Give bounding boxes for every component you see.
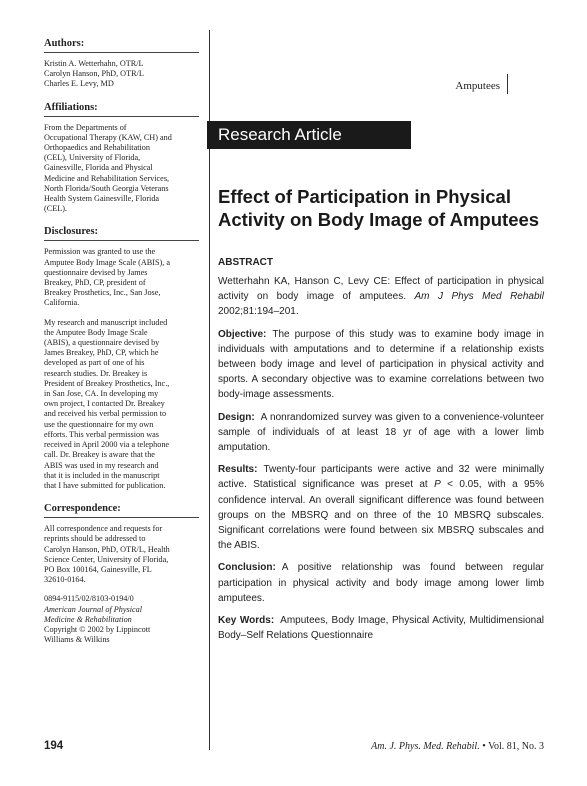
running-head-divider [507, 74, 508, 94]
results-label: Results: [218, 464, 258, 476]
abstract-keywords [218, 613, 544, 643]
sidebar [44, 38, 199, 645]
article-type-banner: Research Article [207, 121, 411, 149]
reference-code: 0894-9115/02/8103-0194/0 [44, 594, 134, 604]
design-label: Design: [218, 411, 255, 423]
results-text-2: < 0.05, with a 95% confidence interval. An overall significant difference was found between groups on the MBSRQ and on three of the 10 MBSRQ subscales. Significant correlations were found between six MBSRQ subscales and the ABIS. [218, 479, 545, 552]
citation-text: Wetterhahn KA, Hanson C, Levy CE: Effect of participation in physical activity on body image of amputees. [218, 276, 544, 303]
abstract-conclusion [218, 560, 544, 606]
citation-tail: 2002;81:194–201. [218, 306, 299, 318]
footer-volume: Vol. 81, No. 3 [488, 741, 544, 752]
authors-rule [44, 52, 199, 53]
design-text: A nonrandomized survey was given to a convenience-volunteer sample of individuals of at least 18 yr of age with a lower limb amputation. [218, 411, 544, 454]
disclosures-heading: Disclosures: [44, 226, 99, 238]
disclosures-text-2: My research and manuscript included the Amputee Body Image Scale (ABIS), a questionnaire devised by James Breakey, PhD, CP, which he developed as part of one of his research studies. Dr. Breakey is President of Breakey Prosthetics, Inc., in San Jose, CA. In developing my own project, I contacted Dr. Breakey and received his verbal permission to use the questionnaire for my own efforts. This verbal permission was received in April 2000 via a telephone call. Dr. Breakey is aware that the ABIS was used in my research and that it is included in the manuscript that I have submitted for publication. [44, 317, 170, 490]
running-head: Amputees [455, 80, 500, 92]
conclusion-text: A positive relationship was found between regular participation in physical activity and body image among lower limb amputees. [218, 562, 544, 604]
keywords-label: Key Words: [218, 615, 275, 627]
disclosures-text-1: Permission was granted to use the Amputee Body Image Scale (ABIS), a questionnaire devised by James Breakey, PhD, CP, president of Breakey Prosthetics, Inc., San Jose, California. [44, 247, 170, 308]
affiliations-heading: Affiliations: [44, 101, 98, 113]
objective-text: The purpose of this study was to examine body image in individuals with amputations and to determine if a relationship exists between body image and level of participation in physical activity and sports. A secondary objective was to examine correlations between two body-image assessments. [218, 328, 544, 401]
disclosures-rule [44, 240, 199, 241]
abstract-citation [218, 274, 544, 320]
authors-text: Kristin A. Wetterhahn, OTR/L Carolyn Hanson, PhD, OTR/L Charles E. Levy, MD [44, 59, 144, 89]
reference-journal: American Journal of Physical Medicine & Rehabilitation [44, 604, 143, 624]
page-number: 194 [44, 740, 64, 752]
abstract-heading: ABSTRACT [218, 257, 273, 268]
affiliations-rule [44, 116, 199, 117]
correspondence-heading: Correspondence: [44, 503, 121, 515]
article-main [218, 186, 544, 650]
reference-copyright: Copyright © 2002 by Lippincott Williams & Wilkins [44, 624, 151, 645]
authors-heading: Authors: [44, 38, 85, 49]
footer-journal [330, 741, 544, 752]
abstract-objective [218, 327, 544, 403]
footer-bullet: • [482, 741, 486, 752]
keywords-text: Amputees, Body Image, Physical Activity, Multidimensional Body–Self Relations Questionnaire [218, 615, 544, 642]
results-text-1: Twenty-four participants were active and 32 were minimally active. Statistical significance was preset at [218, 464, 544, 491]
footer-journal-abbrev: Am. J. Phys. Med. Rehabil. [371, 741, 480, 752]
abstract-design [218, 410, 544, 456]
correspondence-text: All correspondence and requests for reprints should be addressed to Carolyn Hanson, PhD, OTR/L, Health Science Center, University of Florida, PO Box 100164, Gainesville, FL 32610-0164. [44, 524, 170, 585]
abstract-results [218, 462, 544, 553]
affiliations-text: From the Departments of Occupational Therapy (KAW, CH) and Orthopaedics and Rehabilitation (CEL), University of Florida, Gainesville, Florida and Physical Medicine and Rehabilitation Services, North Florida/South Georgia Veterans Health System Gainesville, Florida (CEL). [44, 122, 172, 214]
results-p-symbol: P [434, 479, 441, 491]
correspondence-rule [44, 517, 199, 518]
article-title: Effect of Participation in Physical Activity on Body Image of Amputees [218, 186, 540, 230]
conclusion-label: Conclusion: [218, 562, 276, 574]
citation-journal: Am J Phys Med Rehabil [414, 291, 544, 303]
objective-label: Objective: [218, 328, 267, 340]
